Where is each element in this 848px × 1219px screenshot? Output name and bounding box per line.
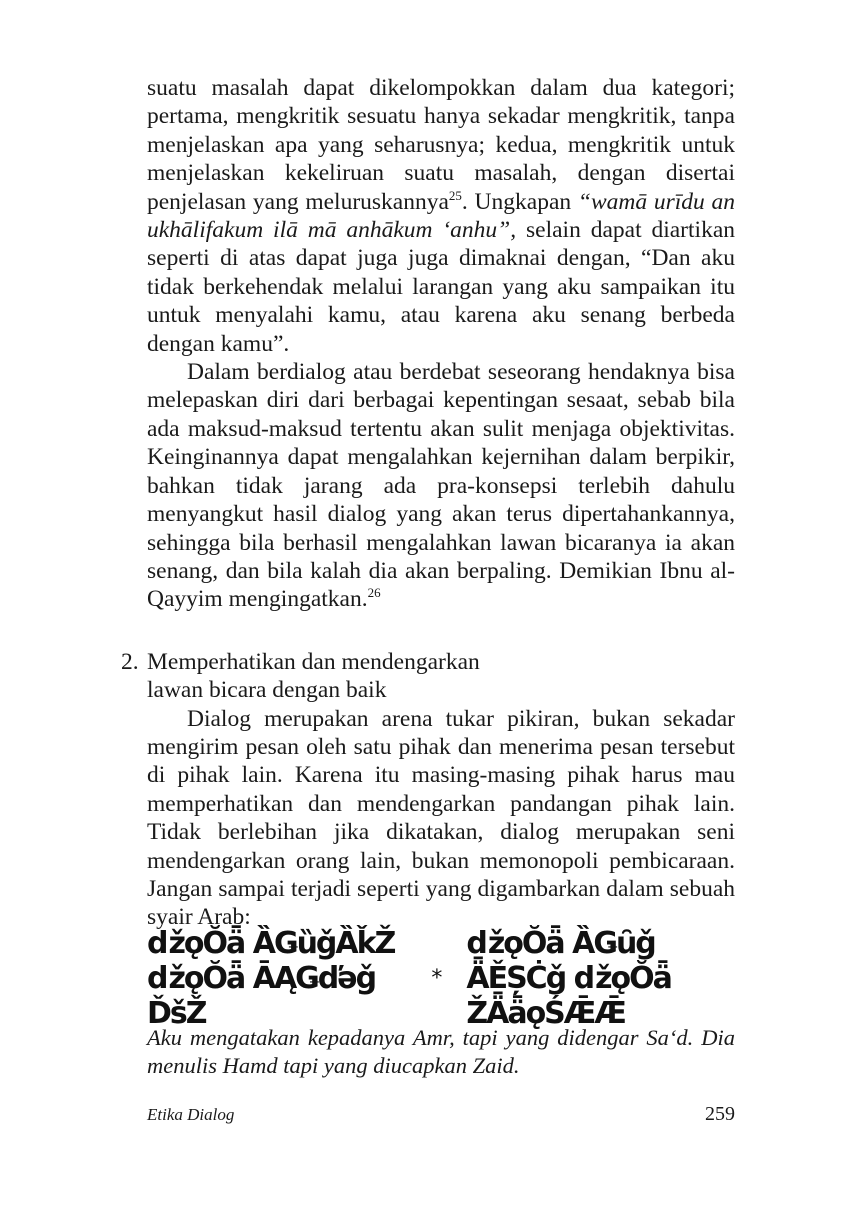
arabic-verse — [147, 926, 735, 1032]
paragraph-1-text-c: selain dapat diartikan seperti di atas dapat juga juga dimaknai dengan, “Dan aku tidak berkehendak melalui larangan yang aku sampaikan itu untuk menyalahi kamu, atau karena aku senang berbeda dengan kamu”. — [147, 217, 736, 357]
arabic-hemistich-right: ǆǫŎǟ ȀǤȗǧ ǞĚȘĊǧ ǆǫŎǟ ŽǞǟǫŚǢǢ — [466, 926, 671, 1032]
running-title: Etika Dialog — [147, 1105, 235, 1124]
section-title-line-2: lawan bicara dengan baik — [147, 677, 387, 704]
arabic-transliteration: “wamā urīdu an ukhālifakum ilā mā anhākum ‘anhu”, — [147, 188, 735, 244]
paragraph-1-text-a: suatu masalah dapat dikelompokkan dalam dua kategori; pertama, mengkritik sesuatu hanya sekadar mengkritik, tanpa menjelaskan apa yang seharusnya; kedua, mengkritik untuk menjelaskan kekeliruan suatu masalah, dengan disertai penjelasan yang meluruskannya — [147, 75, 735, 215]
footnote-ref-26[interactable]: 26 — [367, 585, 381, 601]
verse-translation: Aku mengatakan kepadanya Amr, tapi yang didengar Sa‘d. Dia menulis Hamd tapi yang diucapkan Zaid. — [147, 1024, 735, 1079]
paragraph-2 — [147, 358, 735, 614]
arabic-hemistich-left: ǆǫŎǟ ȀǤȕǧȀǩŽ ǆǫŎǟ ĀĄǤďǝǧ ĎšŽ — [147, 926, 395, 1032]
paragraph-3 — [147, 705, 735, 932]
page-number: 259 — [705, 1103, 735, 1125]
page-body — [121, 74, 736, 1081]
section-number: 2. — [121, 648, 139, 675]
footnote-ref-25[interactable]: 25 — [448, 187, 462, 203]
section-heading-2 — [121, 648, 735, 705]
paragraph-1 — [147, 74, 735, 358]
paragraph-2-text: Dalam berdialog atau berdebat seseorang hendaknya bisa melepaskan diri dari berbagai kepentingan sesaat, sebab bila ada maksud-maksud tertentu akan sulit menjaga objektivitas. Keinginannya dapat mengalahkan kejernihan dalam berpikir, bahkan tidak jarang ada pra-konsepsi terlebih dahulu menyangkut hasil dialog yang akan terus dipertahankannya, sehingga bila berhasil mengalahkan lawan bicaranya ia akan senang, dan bila kalah dia akan berpaling. Demikian Ibnu al-Qayyim mengingatkan. — [147, 359, 735, 613]
verse-separator: * — [431, 966, 443, 992]
section-title-line-1: Memperhatikan dan mendengarkan — [147, 648, 480, 675]
paragraph-1-text-b: . Ungkapan — [461, 188, 578, 215]
paragraph-3-text: Dialog merupakan arena tukar pikiran, bukan sekadar mengirim pesan oleh satu pihak dan menerima pesan tersebut di pihak lain. Karena itu masing-masing pihak harus mau memperhatikan dan mendengarkan pandangan pihak lain. Tidak berlebihan jika dikatakan, dialog merupakan seni mendengarkan orang lain, bukan memonopoli pembicaraan. Jangan sampai terjadi seperti yang digambarkan dalam sebuah syair Arab: — [147, 705, 735, 931]
page-footer — [147, 1103, 735, 1126]
